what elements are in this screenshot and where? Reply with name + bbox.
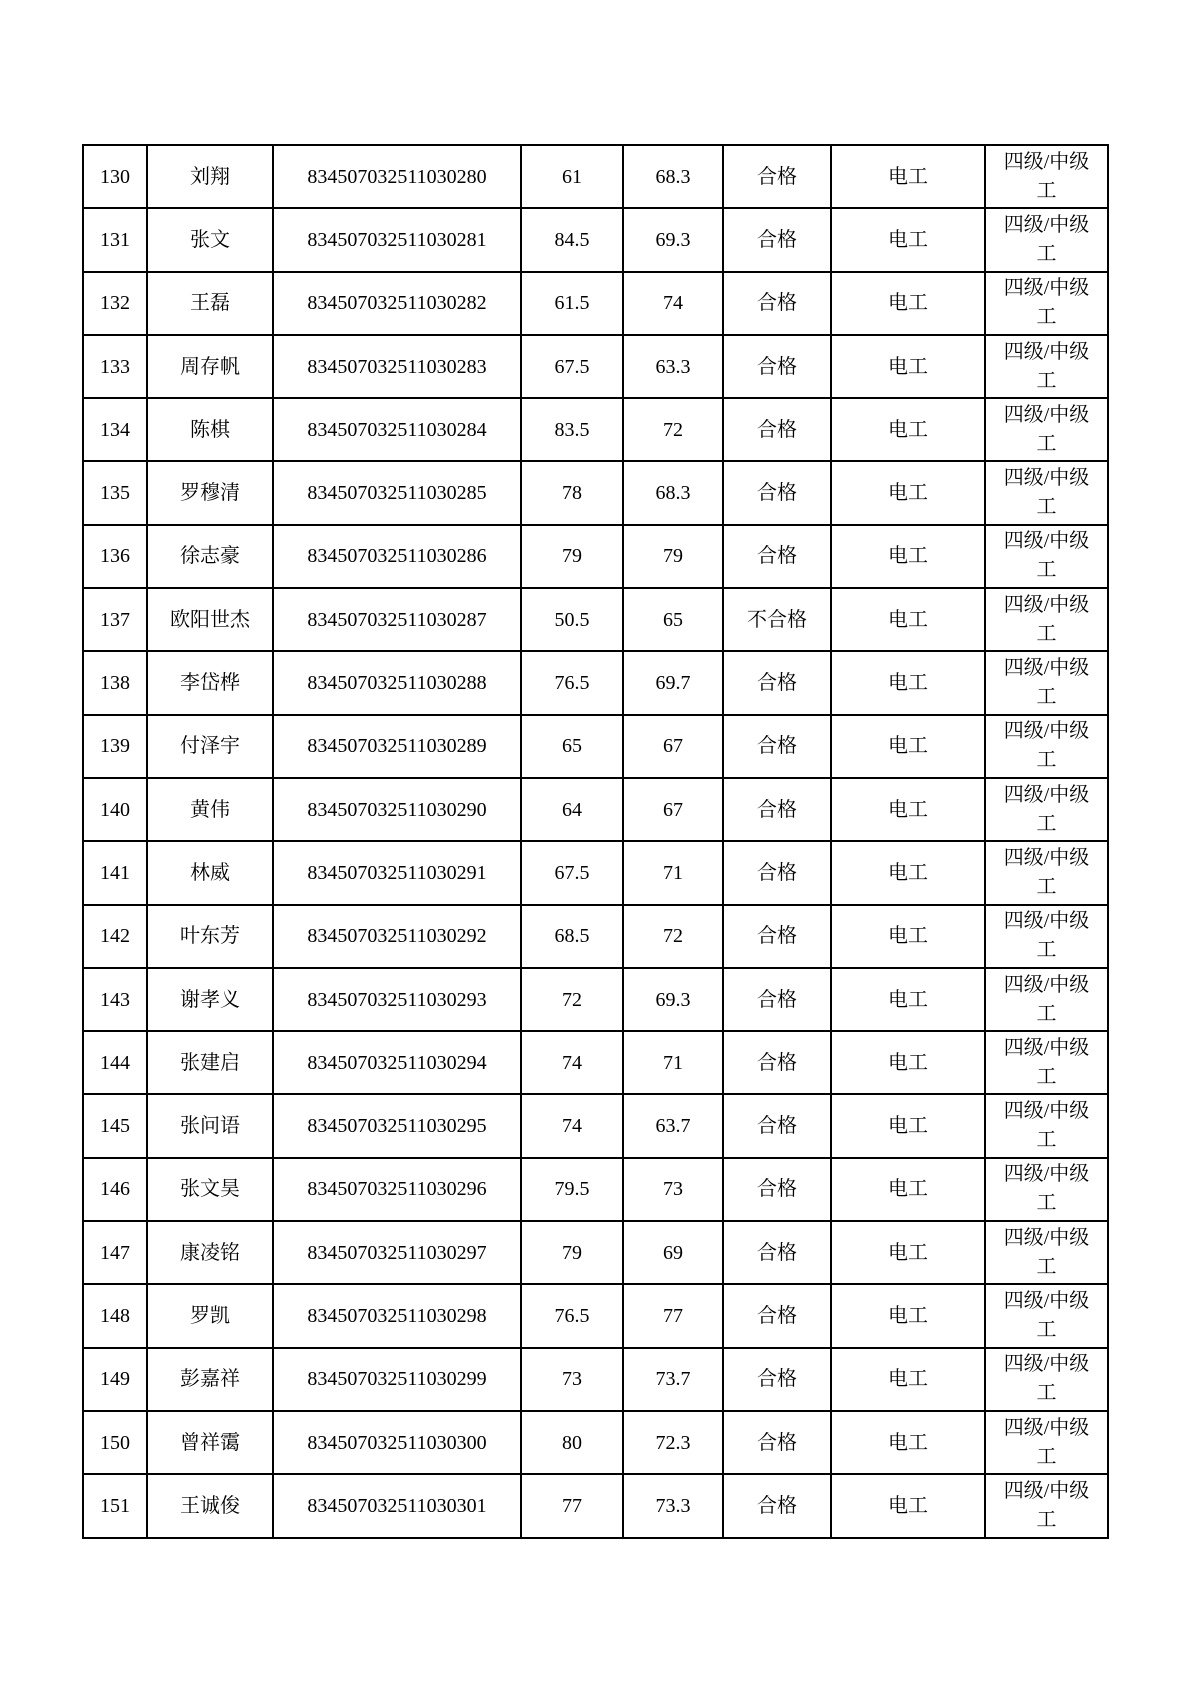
cell-id-number: 834507032511030295 <box>273 1094 521 1157</box>
cell-grade-level: 四级/中级工 <box>985 461 1108 524</box>
cell-grade-level: 四级/中级工 <box>985 335 1108 398</box>
cell-name: 彭嘉祥 <box>147 1348 273 1411</box>
cell-worker-type: 电工 <box>831 1474 985 1537</box>
cell-score-2: 69 <box>623 1221 723 1284</box>
cell-score-2: 72 <box>623 398 723 461</box>
cell-name: 罗凯 <box>147 1284 273 1347</box>
cell-grade-level: 四级/中级工 <box>985 272 1108 335</box>
cell-score-1: 77 <box>521 1474 623 1537</box>
cell-result: 合格 <box>723 1158 831 1221</box>
cell-score-1: 61.5 <box>521 272 623 335</box>
cell-row-number: 143 <box>83 968 147 1031</box>
cell-score-1: 67.5 <box>521 841 623 904</box>
cell-id-number: 834507032511030283 <box>273 335 521 398</box>
cell-worker-type: 电工 <box>831 778 985 841</box>
cell-score-2: 67 <box>623 715 723 778</box>
cell-worker-type: 电工 <box>831 651 985 714</box>
table-row <box>83 905 1108 968</box>
cell-result: 合格 <box>723 841 831 904</box>
cell-grade-level: 四级/中级工 <box>985 208 1108 271</box>
table-row <box>83 208 1108 271</box>
cell-name: 林威 <box>147 841 273 904</box>
cell-score-1: 65 <box>521 715 623 778</box>
cell-grade-level: 四级/中级工 <box>985 525 1108 588</box>
cell-worker-type: 电工 <box>831 715 985 778</box>
cell-result: 合格 <box>723 461 831 524</box>
cell-name: 徐志豪 <box>147 525 273 588</box>
cell-score-2: 69.3 <box>623 968 723 1031</box>
cell-score-1: 50.5 <box>521 588 623 651</box>
cell-result: 合格 <box>723 272 831 335</box>
cell-score-1: 61 <box>521 145 623 208</box>
table-row <box>83 1474 1108 1537</box>
table-row <box>83 715 1108 778</box>
table-row <box>83 1348 1108 1411</box>
cell-score-1: 78 <box>521 461 623 524</box>
cell-grade-level: 四级/中级工 <box>985 1158 1108 1221</box>
table-row <box>83 398 1108 461</box>
cell-name: 张问语 <box>147 1094 273 1157</box>
cell-result: 合格 <box>723 1221 831 1284</box>
cell-grade-level: 四级/中级工 <box>985 651 1108 714</box>
cell-name: 王诚俊 <box>147 1474 273 1537</box>
cell-score-2: 71 <box>623 841 723 904</box>
cell-name: 欧阳世杰 <box>147 588 273 651</box>
cell-worker-type: 电工 <box>831 1411 985 1474</box>
cell-row-number: 144 <box>83 1031 147 1094</box>
cell-result: 合格 <box>723 1411 831 1474</box>
table-row <box>83 1158 1108 1221</box>
cell-score-2: 63.7 <box>623 1094 723 1157</box>
cell-name: 张文 <box>147 208 273 271</box>
cell-worker-type: 电工 <box>831 588 985 651</box>
cell-grade-level: 四级/中级工 <box>985 778 1108 841</box>
cell-score-1: 74 <box>521 1031 623 1094</box>
cell-worker-type: 电工 <box>831 145 985 208</box>
cell-result: 合格 <box>723 525 831 588</box>
cell-result: 合格 <box>723 778 831 841</box>
table-row <box>83 1284 1108 1347</box>
cell-score-1: 74 <box>521 1094 623 1157</box>
cell-name: 陈棋 <box>147 398 273 461</box>
cell-grade-level: 四级/中级工 <box>985 588 1108 651</box>
cell-grade-level: 四级/中级工 <box>985 1031 1108 1094</box>
table-row <box>83 145 1108 208</box>
cell-worker-type: 电工 <box>831 905 985 968</box>
cell-score-2: 73 <box>623 1158 723 1221</box>
cell-id-number: 834507032511030294 <box>273 1031 521 1094</box>
cell-name: 张文昊 <box>147 1158 273 1221</box>
table-row <box>83 1411 1108 1474</box>
cell-row-number: 141 <box>83 841 147 904</box>
cell-id-number: 834507032511030299 <box>273 1348 521 1411</box>
cell-score-2: 68.3 <box>623 461 723 524</box>
table-row <box>83 461 1108 524</box>
cell-row-number: 140 <box>83 778 147 841</box>
cell-result: 合格 <box>723 1474 831 1537</box>
cell-result: 合格 <box>723 335 831 398</box>
cell-row-number: 132 <box>83 272 147 335</box>
cell-name: 周存帆 <box>147 335 273 398</box>
cell-worker-type: 电工 <box>831 398 985 461</box>
cell-row-number: 137 <box>83 588 147 651</box>
table-row <box>83 651 1108 714</box>
table-row <box>83 272 1108 335</box>
cell-result: 合格 <box>723 905 831 968</box>
cell-row-number: 146 <box>83 1158 147 1221</box>
cell-id-number: 834507032511030291 <box>273 841 521 904</box>
cell-row-number: 149 <box>83 1348 147 1411</box>
cell-result: 不合格 <box>723 588 831 651</box>
cell-name: 黄伟 <box>147 778 273 841</box>
cell-id-number: 834507032511030297 <box>273 1221 521 1284</box>
cell-name: 张建启 <box>147 1031 273 1094</box>
cell-result: 合格 <box>723 968 831 1031</box>
cell-id-number: 834507032511030301 <box>273 1474 521 1537</box>
cell-worker-type: 电工 <box>831 968 985 1031</box>
cell-grade-level: 四级/中级工 <box>985 841 1108 904</box>
cell-score-1: 73 <box>521 1348 623 1411</box>
cell-row-number: 151 <box>83 1474 147 1537</box>
cell-result: 合格 <box>723 1284 831 1347</box>
results-table <box>82 144 1109 1539</box>
cell-row-number: 133 <box>83 335 147 398</box>
cell-row-number: 148 <box>83 1284 147 1347</box>
cell-score-2: 74 <box>623 272 723 335</box>
cell-row-number: 150 <box>83 1411 147 1474</box>
cell-result: 合格 <box>723 398 831 461</box>
cell-score-1: 76.5 <box>521 651 623 714</box>
table-row <box>83 1094 1108 1157</box>
cell-name: 王磊 <box>147 272 273 335</box>
cell-score-2: 72 <box>623 905 723 968</box>
cell-grade-level: 四级/中级工 <box>985 145 1108 208</box>
cell-id-number: 834507032511030292 <box>273 905 521 968</box>
cell-row-number: 139 <box>83 715 147 778</box>
cell-name: 谢孝义 <box>147 968 273 1031</box>
cell-worker-type: 电工 <box>831 1158 985 1221</box>
cell-id-number: 834507032511030284 <box>273 398 521 461</box>
cell-id-number: 834507032511030296 <box>273 1158 521 1221</box>
cell-grade-level: 四级/中级工 <box>985 1474 1108 1537</box>
cell-id-number: 834507032511030298 <box>273 1284 521 1347</box>
cell-row-number: 136 <box>83 525 147 588</box>
cell-grade-level: 四级/中级工 <box>985 715 1108 778</box>
cell-result: 合格 <box>723 145 831 208</box>
cell-id-number: 834507032511030287 <box>273 588 521 651</box>
cell-id-number: 834507032511030286 <box>273 525 521 588</box>
cell-score-1: 67.5 <box>521 335 623 398</box>
cell-score-1: 72 <box>521 968 623 1031</box>
cell-worker-type: 电工 <box>831 272 985 335</box>
cell-grade-level: 四级/中级工 <box>985 398 1108 461</box>
cell-worker-type: 电工 <box>831 1284 985 1347</box>
table-row <box>83 968 1108 1031</box>
table-row <box>83 841 1108 904</box>
cell-score-2: 71 <box>623 1031 723 1094</box>
cell-score-1: 79 <box>521 525 623 588</box>
cell-name: 付泽宇 <box>147 715 273 778</box>
cell-id-number: 834507032511030280 <box>273 145 521 208</box>
table-row <box>83 778 1108 841</box>
cell-name: 李岱桦 <box>147 651 273 714</box>
cell-id-number: 834507032511030300 <box>273 1411 521 1474</box>
cell-worker-type: 电工 <box>831 461 985 524</box>
cell-grade-level: 四级/中级工 <box>985 1284 1108 1347</box>
cell-id-number: 834507032511030282 <box>273 272 521 335</box>
cell-grade-level: 四级/中级工 <box>985 905 1108 968</box>
cell-result: 合格 <box>723 1348 831 1411</box>
cell-score-2: 77 <box>623 1284 723 1347</box>
cell-row-number: 138 <box>83 651 147 714</box>
cell-id-number: 834507032511030285 <box>273 461 521 524</box>
cell-row-number: 142 <box>83 905 147 968</box>
cell-worker-type: 电工 <box>831 1031 985 1094</box>
cell-score-2: 68.3 <box>623 145 723 208</box>
cell-result: 合格 <box>723 715 831 778</box>
cell-result: 合格 <box>723 1031 831 1094</box>
cell-name: 叶东芳 <box>147 905 273 968</box>
table-row <box>83 335 1108 398</box>
cell-row-number: 131 <box>83 208 147 271</box>
cell-score-1: 80 <box>521 1411 623 1474</box>
cell-row-number: 147 <box>83 1221 147 1284</box>
cell-id-number: 834507032511030290 <box>273 778 521 841</box>
cell-name: 刘翔 <box>147 145 273 208</box>
cell-name: 罗穆清 <box>147 461 273 524</box>
cell-score-1: 79.5 <box>521 1158 623 1221</box>
cell-score-2: 65 <box>623 588 723 651</box>
cell-score-1: 83.5 <box>521 398 623 461</box>
cell-score-2: 67 <box>623 778 723 841</box>
cell-worker-type: 电工 <box>831 841 985 904</box>
table-row <box>83 525 1108 588</box>
cell-score-1: 84.5 <box>521 208 623 271</box>
cell-score-2: 69.3 <box>623 208 723 271</box>
cell-id-number: 834507032511030289 <box>273 715 521 778</box>
cell-score-2: 73.3 <box>623 1474 723 1537</box>
cell-worker-type: 电工 <box>831 208 985 271</box>
table-row <box>83 588 1108 651</box>
cell-row-number: 130 <box>83 145 147 208</box>
cell-score-2: 69.7 <box>623 651 723 714</box>
table-row <box>83 1031 1108 1094</box>
results-table-body <box>83 145 1108 1538</box>
cell-result: 合格 <box>723 208 831 271</box>
cell-row-number: 135 <box>83 461 147 524</box>
cell-id-number: 834507032511030288 <box>273 651 521 714</box>
cell-score-1: 79 <box>521 1221 623 1284</box>
cell-grade-level: 四级/中级工 <box>985 1094 1108 1157</box>
cell-grade-level: 四级/中级工 <box>985 1221 1108 1284</box>
cell-worker-type: 电工 <box>831 335 985 398</box>
cell-grade-level: 四级/中级工 <box>985 1411 1108 1474</box>
cell-grade-level: 四级/中级工 <box>985 1348 1108 1411</box>
cell-score-2: 72.3 <box>623 1411 723 1474</box>
cell-score-1: 68.5 <box>521 905 623 968</box>
cell-score-2: 73.7 <box>623 1348 723 1411</box>
cell-name: 曾祥霭 <box>147 1411 273 1474</box>
cell-worker-type: 电工 <box>831 525 985 588</box>
cell-name: 康凌铭 <box>147 1221 273 1284</box>
cell-score-1: 76.5 <box>521 1284 623 1347</box>
cell-worker-type: 电工 <box>831 1221 985 1284</box>
cell-row-number: 145 <box>83 1094 147 1157</box>
cell-id-number: 834507032511030293 <box>273 968 521 1031</box>
cell-score-1: 64 <box>521 778 623 841</box>
cell-row-number: 134 <box>83 398 147 461</box>
cell-worker-type: 电工 <box>831 1348 985 1411</box>
cell-worker-type: 电工 <box>831 1094 985 1157</box>
cell-result: 合格 <box>723 651 831 714</box>
table-row <box>83 1221 1108 1284</box>
cell-result: 合格 <box>723 1094 831 1157</box>
cell-score-2: 63.3 <box>623 335 723 398</box>
cell-id-number: 834507032511030281 <box>273 208 521 271</box>
cell-grade-level: 四级/中级工 <box>985 968 1108 1031</box>
cell-score-2: 79 <box>623 525 723 588</box>
